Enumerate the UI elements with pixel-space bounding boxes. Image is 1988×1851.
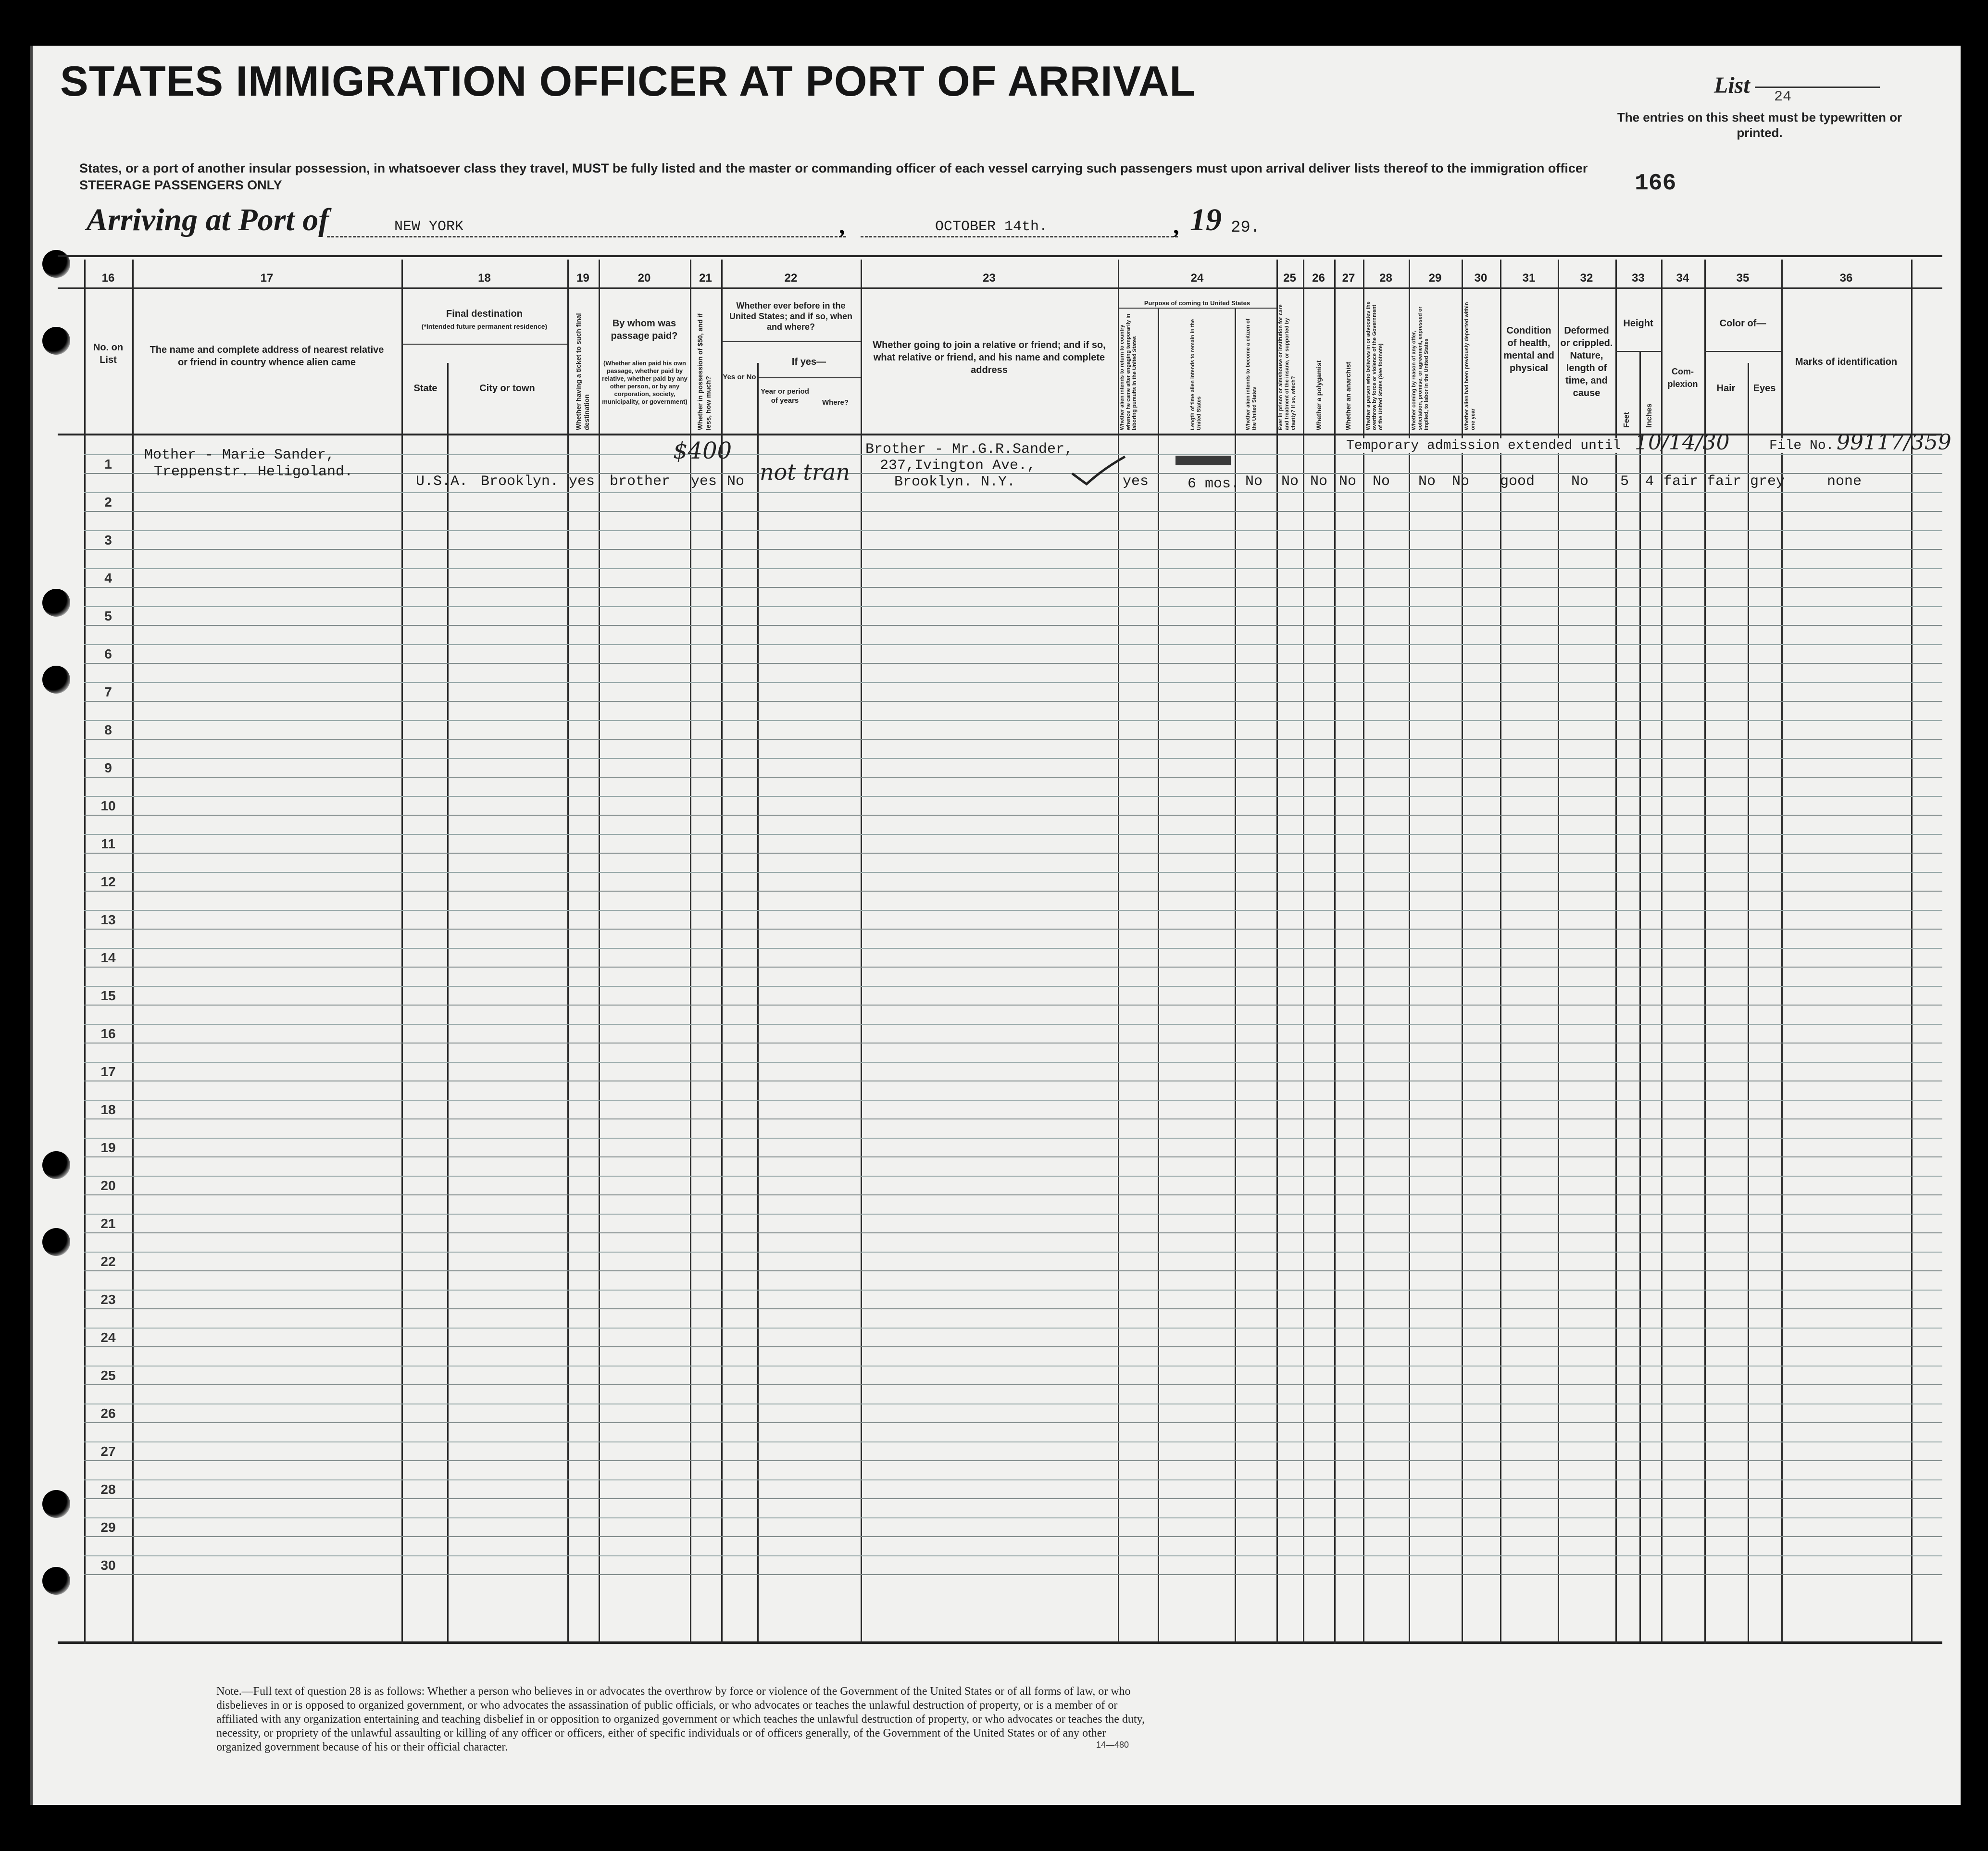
row-rule	[84, 1366, 1942, 1367]
comma: ,	[839, 212, 845, 239]
row-rule	[84, 872, 1942, 873]
ticket-value: yes	[569, 473, 595, 490]
passenger-class: STEERAGE PASSENGERS ONLY	[79, 178, 282, 192]
col-number: 34	[1676, 272, 1689, 285]
list-label: List	[1714, 73, 1750, 98]
header-q29: Whether coming by reason of any offer, solicitation, promise, or agreement, expressed or implied, to labor in the United States	[1411, 306, 1429, 430]
joining-street: 237,Ivington Ave.,	[880, 458, 1036, 474]
header-color-of: Color of—	[1719, 318, 1766, 329]
row-rule	[84, 834, 1942, 835]
row-rule	[84, 492, 1942, 493]
row-rule	[84, 1555, 1942, 1556]
row-number: 13	[100, 912, 116, 927]
row-rule	[84, 1100, 1942, 1101]
struck-out-text	[1175, 456, 1231, 465]
header-q30: Whether alien had been previously deported within one year	[1464, 302, 1476, 430]
row-rule	[84, 1308, 1942, 1309]
row-number: 15	[100, 988, 116, 1003]
money-value: yes	[691, 473, 717, 490]
row-rule	[84, 1156, 1942, 1157]
comma: ,	[1173, 212, 1179, 239]
header-eyes: Eyes	[1753, 383, 1776, 394]
year-prefix: 19	[1190, 202, 1222, 237]
punch-hole	[42, 666, 70, 694]
header-health: Condition of health, mental and physical	[1503, 325, 1554, 373]
col-number: 20	[638, 272, 651, 285]
row-rule	[84, 1441, 1942, 1442]
header-complexion: Com-plexion	[1667, 367, 1698, 389]
row-rule	[84, 1176, 1942, 1177]
row-number: 14	[100, 950, 116, 965]
row-number: 19	[100, 1140, 116, 1155]
row-rule	[84, 815, 1942, 816]
col-number: 22	[784, 272, 798, 285]
row-rule	[84, 1517, 1942, 1518]
row-rule	[84, 967, 1942, 968]
punch-hole	[42, 1228, 70, 1256]
table-top-border	[58, 255, 1942, 257]
col-number: 32	[1580, 272, 1593, 285]
row-rule	[84, 1290, 1942, 1291]
row-number: 21	[100, 1216, 116, 1231]
row-rule	[84, 549, 1942, 550]
sheet-number: 166	[1635, 171, 1676, 197]
row-rule	[84, 777, 1942, 778]
list-line	[1755, 87, 1880, 88]
destination-state: U.S.A.	[416, 473, 468, 490]
row-rule	[84, 929, 1942, 930]
col-number: 17	[260, 272, 274, 285]
col-number: 21	[699, 272, 712, 285]
row-rule	[84, 1118, 1942, 1119]
before-handwritten: not tran	[760, 459, 850, 485]
header-ticket: Whether having a ticket to such final destination	[575, 313, 590, 430]
header-anarchist: Whether an anarchist	[1344, 361, 1352, 430]
q29-value: No	[1418, 473, 1436, 490]
punch-hole	[42, 327, 70, 355]
row-number: 2	[104, 495, 112, 509]
col-number: 24	[1190, 272, 1204, 285]
q30-value: No	[1452, 473, 1470, 490]
punch-hole	[42, 250, 70, 278]
row-rule	[84, 910, 1942, 911]
header-yes-no: Yes or No	[723, 373, 756, 381]
row-number: 12	[100, 874, 116, 889]
health-value: good	[1500, 473, 1535, 490]
header-prison: Ever in prison or almshouse or institution for care and treatment of the insane, or supported by charity? If so, which?	[1278, 304, 1296, 430]
col-number: 18	[478, 272, 491, 285]
manifest-sheet	[30, 46, 1961, 1805]
joining-name: Brother - Mr.G.R.Sander,	[865, 441, 1074, 458]
row-rule	[84, 625, 1942, 626]
header-deformed: Deformed or crippled. Nature, length of time, and cause	[1560, 325, 1613, 398]
row-number: 20	[100, 1178, 116, 1193]
admission-date: 10/14/30	[1635, 430, 1730, 455]
header-state: State	[413, 383, 438, 394]
money-handwritten: $400	[673, 437, 732, 464]
row-rule	[84, 1328, 1942, 1329]
row-number: 10	[100, 798, 116, 813]
row-number: 5	[104, 609, 112, 623]
row-rule	[84, 758, 1942, 759]
relative-address: Treppenstr. Heligoland.	[154, 464, 353, 480]
row-rule	[84, 1346, 1942, 1347]
row-number: 11	[101, 836, 115, 851]
row-rule	[84, 1194, 1942, 1195]
col-number: 36	[1839, 272, 1853, 285]
before-value: No	[727, 473, 745, 490]
header-money: Whether in possession of $50, and if less, how much?	[696, 313, 712, 430]
row-rule	[84, 587, 1942, 588]
header-purpose-return: Whether alien intends to return to country whence he came after engaging temporarily in laboring pursuits in the United States	[1119, 313, 1138, 430]
header-where: Where?	[822, 398, 849, 407]
row-number: 24	[100, 1330, 116, 1345]
row-rule	[84, 1024, 1942, 1025]
col-number: 30	[1474, 272, 1488, 285]
row-rule	[84, 739, 1942, 740]
date-line	[861, 236, 1178, 237]
date-value: OCTOBER 14th.	[935, 219, 1048, 235]
row-number: 26	[100, 1406, 116, 1421]
form-title: STATES IMMIGRATION OFFICER AT PORT OF ARRIVAL	[60, 57, 1196, 105]
row-rule	[84, 1062, 1942, 1063]
typewritten-notice: The entries on this sheet must be typewritten or printed.	[1617, 110, 1902, 140]
row-number: 17	[100, 1064, 116, 1079]
col-number: 31	[1522, 272, 1536, 285]
header-year-period: Year or period of years	[761, 387, 809, 405]
row-rule	[84, 530, 1942, 531]
row-rule	[84, 1536, 1942, 1537]
row-rule	[84, 796, 1942, 797]
height-feet: 5	[1620, 473, 1629, 490]
file-label: File No.	[1769, 438, 1834, 453]
row-number: 25	[100, 1368, 116, 1383]
row-number: 29	[100, 1520, 116, 1535]
header-no-on-list: No. on List	[93, 342, 124, 365]
row-rule	[84, 701, 1942, 702]
row-rule	[84, 1138, 1942, 1139]
header-city: City or town	[479, 383, 535, 394]
row-rule	[84, 891, 1942, 892]
row-rule	[84, 1574, 1942, 1575]
header-final-destination: Final destination	[446, 309, 523, 319]
row-rule	[84, 1498, 1942, 1499]
colnum-row-border	[58, 287, 1942, 289]
punch-hole	[42, 1151, 70, 1179]
row-rule	[84, 1232, 1942, 1233]
list-number: 24	[1774, 89, 1792, 105]
header-q28: Whether a person who believes in or advocates the overthrow by force or violence of the Government of the United States (See footnote)	[1365, 301, 1384, 430]
row-number: 6	[104, 646, 112, 661]
header-before: Whether ever before in the United States; and if so, when and where?	[729, 301, 853, 332]
polygamist-value: No	[1310, 473, 1328, 490]
row-number: 18	[100, 1102, 116, 1117]
check-mark-icon	[1070, 454, 1127, 488]
passage-value: brother	[610, 473, 671, 490]
row-number: 16	[100, 1026, 116, 1041]
row-number: 28	[100, 1482, 116, 1497]
row-rule	[84, 1460, 1942, 1461]
row-number: 3	[104, 533, 112, 547]
col-number: 27	[1342, 272, 1355, 285]
col-number: 26	[1312, 272, 1325, 285]
form-instructions: States, or a port of another insular possession, in whatsoever class they travel, MUST be fully listed and the master or commanding officer of each vessel carrying such passengers must upon arrival deliver lists thereof to the immigration officer	[79, 161, 1588, 175]
col-number: 19	[576, 272, 589, 285]
row-rule	[84, 1214, 1942, 1215]
form-code: 14—480	[1096, 1740, 1129, 1750]
row-number: 30	[100, 1558, 116, 1573]
eyes-value: grey	[1750, 473, 1785, 490]
hair-value: fair	[1707, 473, 1742, 490]
header-marks: Marks of identification	[1795, 357, 1898, 367]
row-rule	[84, 1270, 1942, 1271]
header-feet: Feet	[1623, 412, 1631, 428]
anarchist-value: No	[1339, 473, 1357, 490]
row-number: 4	[104, 571, 112, 585]
col-number: 25	[1283, 272, 1296, 285]
row-rule	[84, 1422, 1942, 1423]
row-rule	[84, 606, 1942, 607]
header-if-yes: If yes—	[791, 357, 826, 367]
col-number: 28	[1379, 272, 1392, 285]
relative-name: Mother - Marie Sander,	[144, 447, 335, 463]
col-number: 29	[1428, 272, 1442, 285]
row-rule	[84, 1384, 1942, 1385]
prison-value: No	[1281, 473, 1299, 490]
return-value: yes	[1123, 473, 1149, 490]
row-rule	[84, 853, 1942, 854]
deformed-value: No	[1571, 473, 1589, 490]
header-joining: Whether going to join a relative or friend; and if so, what relative or friend, and his name and complete address	[873, 340, 1106, 375]
col-number: 16	[101, 272, 115, 285]
row-rule	[84, 1479, 1942, 1480]
row-number: 1	[104, 457, 112, 472]
row-number: 9	[104, 760, 112, 775]
header-purpose-length: Length of time alien intends to remain in the United States	[1190, 319, 1202, 430]
row-number: 23	[100, 1292, 116, 1307]
header-purpose: Purpose of coming to United States	[1144, 299, 1250, 307]
col-number: 23	[983, 272, 996, 285]
row-rule	[84, 568, 1942, 569]
row-rule	[84, 1005, 1942, 1006]
header-polygamist: Whether a polygamist	[1315, 360, 1323, 430]
punch-hole	[42, 1567, 70, 1595]
arriving-label: Arriving at Port of	[87, 202, 329, 237]
row-rule	[84, 1252, 1942, 1253]
row-number: 27	[100, 1444, 116, 1459]
citizen-value: No	[1245, 473, 1263, 490]
punch-hole	[42, 589, 70, 617]
punch-hole	[42, 1490, 70, 1518]
header-passage: By whom was passage paid?	[611, 318, 678, 341]
length-value: 6 mos.	[1188, 476, 1240, 492]
year-value: 29.	[1231, 219, 1261, 237]
complexion-value: fair	[1663, 473, 1699, 490]
row-rule	[84, 644, 1942, 645]
row-number: 7	[104, 684, 112, 699]
col-number: 33	[1632, 272, 1645, 285]
joining-city: Brooklyn. N.Y.	[894, 474, 1016, 490]
height-inches: 4	[1645, 473, 1654, 490]
row-rule	[84, 682, 1942, 683]
file-number: 99117/359	[1837, 430, 1951, 455]
header-passage-note: (Whether alien paid his own passage, whether paid by relative, whether paid by any other person, or by any corporation, society, municipality, or government)	[602, 360, 688, 405]
port-value: NEW YORK	[394, 219, 464, 235]
admission-note: Temporary admission extended until	[1346, 438, 1621, 453]
header-relative: The name and complete address of nearest relative or friend in country whence alien came	[150, 345, 384, 368]
table-bottom-border	[58, 1641, 1942, 1644]
header-inches: Inches	[1645, 403, 1653, 428]
row-rule	[84, 986, 1942, 987]
marks-value: none	[1827, 473, 1862, 490]
port-line	[327, 236, 846, 237]
header-height: Height	[1623, 318, 1653, 329]
destination-city: Brooklyn.	[481, 473, 559, 490]
row-rule	[84, 511, 1942, 512]
col-number: 35	[1736, 272, 1750, 285]
footnote: Note.—Full text of question 28 is as follows: Whether a person who believes in or advocates the overthrow by force or violence of the Government of the United States or of all forms of law, or who disbelieves in or is opposed to organized government, or who advocates the assassination of public officials, or who advocates or teaches the unlawful destruction of property, or is a member of or affiliated with any organization entertaining and teaching disbelief in or opposition to organized government or which teaches the unlawful destruction of property, or who advocates or teaches the duty, necessity, or propriety of the unlawful assaulting or killing of any officer or officers, either of specific individuals or of officers generally, of the Government of the United States or of any other organized government because of his or their official character.	[216, 1685, 1145, 1753]
row-number: 22	[100, 1254, 116, 1269]
row-number: 8	[104, 722, 112, 737]
header-purpose-citizen: Whether alien intends to become a citizen of the United States	[1245, 318, 1257, 430]
row-rule	[84, 663, 1942, 664]
row-rule	[84, 1043, 1942, 1044]
row-rule	[84, 948, 1942, 949]
header-final-destination-note: (*Intended future permanent residence)	[421, 323, 548, 330]
header-hair: Hair	[1716, 383, 1736, 394]
q28-value: No	[1373, 473, 1390, 490]
row-rule	[84, 720, 1942, 721]
